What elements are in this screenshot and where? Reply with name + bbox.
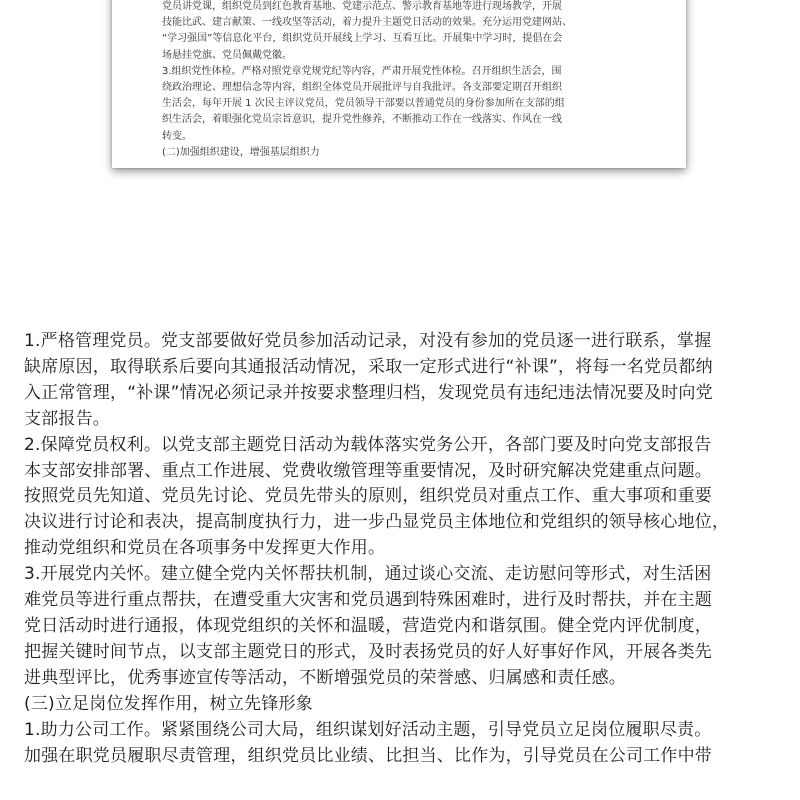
- body-line: 本支部安排部署、重点工作进展、党费收缴管理等重要情况，及时研究解决党建重点问题。: [24, 460, 712, 481]
- preview-text: [162, 0, 646, 161]
- body-line: 加强在职党员履职尽责管理，组织党员比业绩、比担当、比作为，引导党员在公司工作中带: [24, 745, 712, 766]
- document-preview-thumbnail: [112, 0, 686, 168]
- body-line: 1.严格管理党员。党支部要做好党员参加活动记录，对没有参加的党员逐一进行联系，掌握: [24, 331, 712, 351]
- section-heading: (三)立足岗位发挥作用，树立先锋形象: [24, 693, 313, 714]
- body-line: 推动党组织和党员在各项事务中发挥更大作用。: [24, 538, 386, 559]
- body-line: 按照党员先知道、党员先讨论、党员先带头的原则，组织党员对重点工作、重大事项和重要: [24, 486, 712, 507]
- body-line: 把握关键时间节点，以支部主题党日的形式，及时表扬党员的好人好事好作风，开展各类先: [24, 641, 712, 662]
- body-line: 进典型评比，优秀事迹宣传等活动，不断增强党员的荣誉感、归属感和责任感。: [24, 667, 626, 688]
- preview-line: 生活会，每年开展 1 次民主评议党员，党员领导干部要以普通党员的身份参加所在支部的组: [162, 98, 565, 110]
- body-line: 缺席原因，取得联系后要向其通报活动情况，采取一定形式进行“补课”，将每一名党员都纳: [24, 356, 713, 377]
- body-line: 决议进行讨论和表决，提高制度执行力，进一步凸显党员主体地位和党组织的领导核心地位，: [24, 512, 730, 533]
- preview-line: 技能比武、建言献策、一线攻坚等活动，着力提升主题党日活动的效果。充分运用党建网站、: [162, 17, 572, 29]
- preview-line: 场悬挂党旗、党员佩戴党徽。: [162, 49, 292, 61]
- preview-line: 党员讲党课，组织党员到红色教育基地、党建示范点、警示教育基地等进行现场教学，开展: [162, 0, 562, 12]
- preview-line: 转变。: [162, 130, 192, 142]
- body-line: 支部报告。: [24, 408, 110, 429]
- document-body: [24, 329, 784, 769]
- body-line: 2.保障党员权利。以党支部主题党日活动为载体落实党务公开，各部门要及时向党支部报告: [24, 434, 712, 455]
- preview-line: 织生活会，着眼强化党员宗旨意识，提升党性修养，不断推动工作在一线落实、作风在一线: [162, 114, 562, 126]
- body-line: 难党员等进行重点帮扶，在遭受重大灾害和党员遇到特殊困难时，进行及时帮扶，并在主题: [24, 590, 712, 611]
- preview-line: 3.组织党性体检。严格对照党章党规党纪等内容，严肃开展党性体检。召开组织生活会，围: [162, 65, 562, 77]
- preview-line: “学习强国”等信息化平台，组织党员开展线上学习、互看互比。开展集中学习时，提倡在会: [162, 33, 563, 45]
- preview-line: 绕政治理论、理想信念等内容，组织全体党员开展批评与自我批评。各支部要定期召开组织: [162, 81, 562, 93]
- preview-line: (二)加强组织建设，增强基层组织力: [162, 146, 320, 158]
- body-line: 党日活动时进行通报，体现党组织的关怀和温暖，营造党内和谐氛围。健全党内评优制度，: [24, 615, 712, 636]
- body-line: 3.开展党内关怀。建立健全党内关怀帮扶机制，通过谈心交流、走访慰问等形式，对生活困: [24, 564, 712, 585]
- body-line: 1.助力公司工作。紧紧围绕公司大局，组织谋划好活动主题，引导党员立足岗位履职尽责。: [24, 719, 712, 740]
- body-line: 入正常管理，“补课”情况必须记录并按要求整理归档，发现党员有违纪违法情况要及时向党: [24, 382, 713, 403]
